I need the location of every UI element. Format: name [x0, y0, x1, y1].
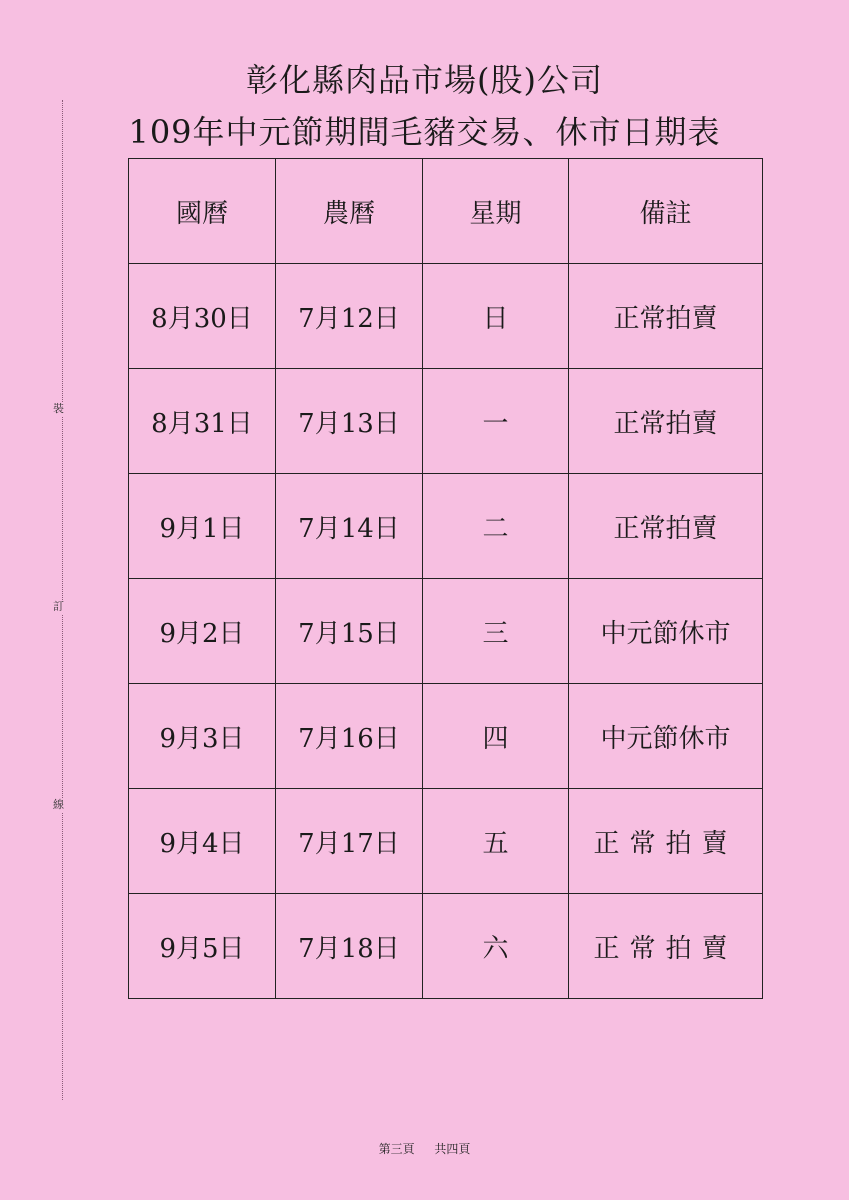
lunar-date-cell: 7月13日 — [276, 369, 423, 474]
weekday-cell: 日 — [423, 264, 569, 369]
lunar-date-cell: 7月18日 — [276, 894, 423, 999]
solar-date-cell: 8月31日 — [129, 369, 276, 474]
column-header-note: 備註 — [569, 159, 763, 264]
solar-date-cell: 9月3日 — [129, 684, 276, 789]
page-number-current: 第三頁 — [378, 1142, 415, 1156]
column-header-lunar-date: 農曆 — [276, 159, 423, 264]
page-number-total: 共四頁 — [434, 1142, 471, 1156]
solar-date-cell: 8月30日 — [129, 264, 276, 369]
table-row — [129, 474, 763, 579]
note-cell: 正常拍賣 — [569, 894, 763, 999]
solar-date-cell: 9月2日 — [129, 579, 276, 684]
lunar-date-cell: 7月16日 — [276, 684, 423, 789]
note-cell: 中元節休市 — [569, 579, 763, 684]
binding-char-top: 裝 — [53, 402, 64, 415]
solar-date-cell: 9月4日 — [129, 789, 276, 894]
note-cell: 正常拍賣 — [569, 474, 763, 579]
lunar-date-cell: 7月17日 — [276, 789, 423, 894]
solar-date-cell: 9月5日 — [129, 894, 276, 999]
weekday-cell: 二 — [423, 474, 569, 579]
column-header-weekday: 星期 — [423, 159, 569, 264]
solar-date-cell: 9月1日 — [129, 474, 276, 579]
table-header-row — [129, 159, 763, 264]
weekday-cell: 一 — [423, 369, 569, 474]
binding-char-middle: 訂 — [53, 600, 64, 613]
lunar-date-cell: 7月12日 — [276, 264, 423, 369]
document-subtitle: 109年中元節期間毛豬交易、休市日期表 — [128, 113, 721, 151]
table-row — [129, 579, 763, 684]
schedule-table — [128, 158, 763, 999]
column-header-solar-date: 國曆 — [129, 159, 276, 264]
note-cell: 正常拍賣 — [569, 789, 763, 894]
table-row — [129, 369, 763, 474]
note-cell: 中元節休市 — [569, 684, 763, 789]
page-footer — [0, 1140, 849, 1157]
weekday-cell: 三 — [423, 579, 569, 684]
table-row — [129, 789, 763, 894]
table-row — [129, 264, 763, 369]
weekday-cell: 六 — [423, 894, 569, 999]
document-title: 彰化縣肉品市場(股)公司 — [246, 61, 603, 99]
note-cell: 正常拍賣 — [569, 369, 763, 474]
weekday-cell: 四 — [423, 684, 569, 789]
lunar-date-cell: 7月14日 — [276, 474, 423, 579]
weekday-cell: 五 — [423, 789, 569, 894]
binding-char-bottom: 線 — [53, 798, 64, 811]
lunar-date-cell: 7月15日 — [276, 579, 423, 684]
table-row — [129, 894, 763, 999]
note-cell: 正常拍賣 — [569, 264, 763, 369]
table-row — [129, 684, 763, 789]
